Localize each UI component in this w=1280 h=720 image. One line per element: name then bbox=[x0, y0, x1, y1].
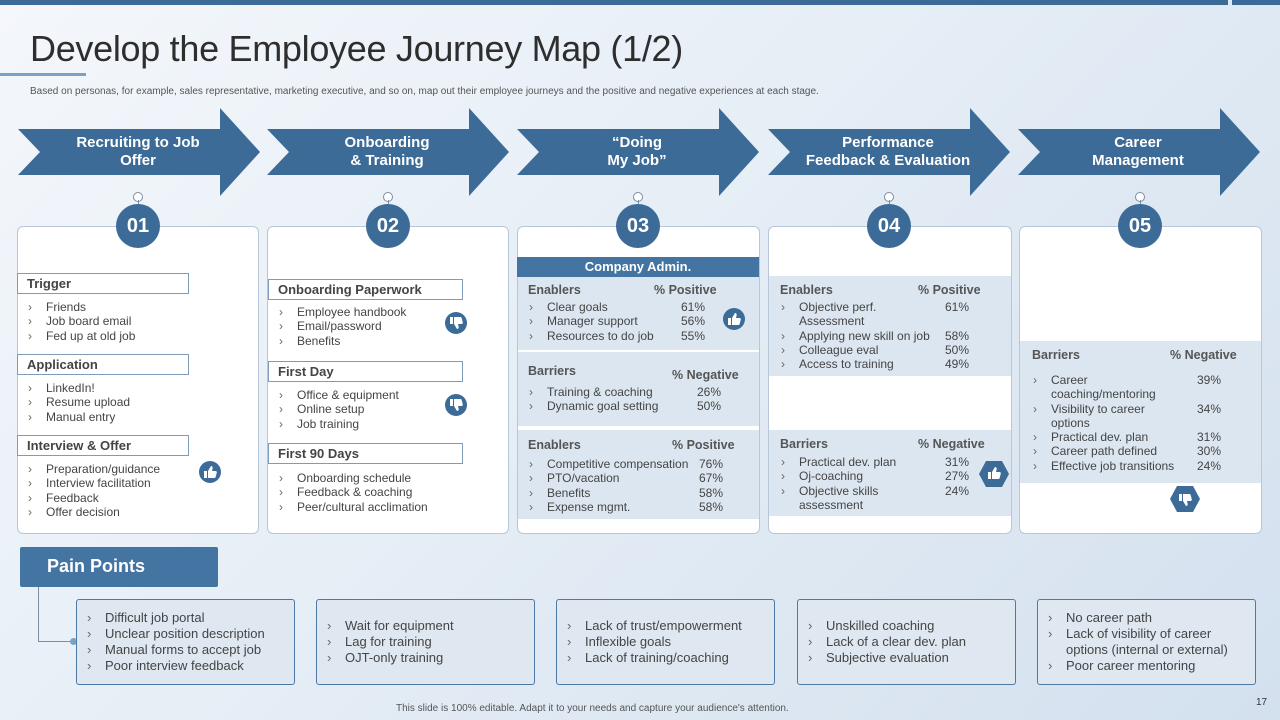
list-item: › Practical dev. plan bbox=[1033, 430, 1174, 444]
barriers-values bbox=[1197, 373, 1221, 473]
barriers-list bbox=[781, 455, 896, 512]
value: 50% bbox=[697, 399, 722, 414]
list-item: › Dynamic goal setting bbox=[529, 399, 658, 413]
value: 31% bbox=[1197, 430, 1222, 445]
list-item-cont bbox=[1033, 416, 1174, 430]
panel-title: Enablers bbox=[528, 283, 581, 297]
stage-label: “Doing My Job” bbox=[607, 134, 667, 169]
list-item-cont-text: coaching/mentoring bbox=[1051, 387, 1156, 402]
value: 39% bbox=[1197, 373, 1222, 387]
stage-label: Recruiting to Job Offer bbox=[76, 134, 200, 169]
thumbs-down-icon bbox=[1170, 486, 1200, 512]
enablers-values bbox=[945, 300, 969, 371]
list-item-cont-text: Assessment bbox=[799, 314, 865, 329]
pain-connector bbox=[38, 641, 74, 642]
stage-number-5: 05 bbox=[1118, 204, 1162, 248]
list-item: › Employee handbook bbox=[279, 305, 406, 319]
list-item: › Applying new skill on job bbox=[781, 329, 930, 343]
company-admin-header: Company Admin. bbox=[517, 257, 759, 277]
page-title: Develop the Employee Journey Map (1/2) bbox=[30, 28, 683, 69]
trigger-list bbox=[28, 300, 135, 343]
section-header-interview-offer: Interview & Offer bbox=[17, 435, 189, 456]
value: 76% bbox=[699, 457, 724, 471]
list-item: › No career path bbox=[1048, 610, 1228, 626]
list-item: › Expense mgmt. bbox=[529, 500, 688, 514]
list-item: › Office & equipment bbox=[279, 388, 399, 402]
list-item: › Subjective evaluation bbox=[808, 650, 966, 666]
enablers-list bbox=[781, 300, 930, 371]
section-header-first-day: First Day bbox=[268, 361, 463, 382]
enablers-values bbox=[681, 300, 705, 343]
list-item: › Benefits bbox=[279, 334, 406, 348]
list-item: › Resources to do job bbox=[529, 329, 654, 343]
value: 49% bbox=[945, 357, 970, 372]
list-item-cont-text: options (internal or external) bbox=[1066, 642, 1228, 657]
list-item: › Competitive compensation bbox=[529, 457, 688, 471]
list-item: › Interview facilitation bbox=[28, 476, 160, 490]
value: 58% bbox=[699, 499, 724, 514]
list-item: › Wait for equipment bbox=[327, 618, 454, 634]
value: 61% bbox=[681, 300, 706, 314]
thumbs-up-icon bbox=[723, 308, 745, 330]
enablers-list-2 bbox=[529, 457, 688, 514]
top-accent-bar bbox=[0, 0, 1228, 5]
panel-title: Barriers bbox=[780, 437, 828, 451]
list-item: › Career bbox=[1033, 373, 1174, 387]
list-item: › Resume upload bbox=[28, 395, 130, 409]
section-header-onboarding-paperwork: Onboarding Paperwork bbox=[268, 279, 463, 300]
thumbs-up-icon bbox=[979, 461, 1009, 487]
stage-number-2: 02 bbox=[366, 204, 410, 248]
stage-arrow-4 bbox=[768, 108, 1010, 196]
list-item: › Lack of trust/empowerment bbox=[567, 618, 742, 634]
panel-metric: % Negative bbox=[672, 368, 739, 382]
section-header-application: Application bbox=[17, 354, 189, 375]
stage-number-1: 01 bbox=[116, 204, 160, 248]
stage-arrow-2 bbox=[267, 108, 509, 196]
value: 24% bbox=[1197, 458, 1222, 473]
list-item: › Online setup bbox=[279, 402, 399, 416]
list-item: › Email/password bbox=[279, 319, 406, 333]
pain-list bbox=[87, 610, 265, 674]
thumbs-down-icon bbox=[445, 312, 467, 334]
spacer bbox=[1197, 387, 1221, 401]
top-accent-bar-end bbox=[1232, 0, 1280, 5]
list-item: › Manual forms to accept job bbox=[87, 642, 265, 658]
value: 56% bbox=[681, 314, 706, 329]
barriers-list bbox=[1033, 373, 1174, 473]
stage-number-3: 03 bbox=[616, 204, 660, 248]
barriers-values bbox=[945, 455, 969, 498]
panel-metric: % Positive bbox=[918, 283, 981, 297]
panel-metric: % Positive bbox=[654, 283, 717, 297]
list-item: › Oj-coaching bbox=[781, 469, 896, 483]
list-item: › PTO/vacation bbox=[529, 471, 688, 485]
list-item: › Poor interview feedback bbox=[87, 658, 265, 674]
enablers-values-2 bbox=[699, 457, 723, 514]
value: 34% bbox=[1197, 401, 1222, 416]
pain-box-2 bbox=[316, 599, 535, 685]
list-item: › Access to training bbox=[781, 357, 930, 371]
list-item: › Objective perf. bbox=[781, 300, 930, 314]
first-90-days-list bbox=[279, 471, 428, 514]
value: 27% bbox=[945, 469, 970, 484]
list-item: › Objective skills bbox=[781, 484, 896, 498]
list-item: › Peer/cultural acclimation bbox=[279, 500, 428, 514]
value: 58% bbox=[699, 485, 724, 500]
list-item: › Poor career mentoring bbox=[1048, 658, 1228, 674]
panel-metric: % Negative bbox=[1170, 348, 1237, 362]
list-item: › OJT-only training bbox=[327, 650, 454, 666]
list-item: › Colleague eval bbox=[781, 343, 930, 357]
value: 61% bbox=[945, 300, 970, 314]
interview-list bbox=[28, 462, 160, 519]
list-item: › Manager support bbox=[529, 314, 654, 328]
stage-arrow-5 bbox=[1018, 108, 1260, 196]
list-item: › Unclear position description bbox=[87, 626, 265, 642]
panel-metric: % Negative bbox=[918, 437, 985, 451]
enablers-list bbox=[529, 300, 654, 343]
stage-number-4: 04 bbox=[867, 204, 911, 248]
spacer bbox=[1197, 416, 1221, 430]
pain-box-1 bbox=[76, 599, 295, 685]
panel-title: Barriers bbox=[1032, 348, 1080, 362]
pain-box-3 bbox=[556, 599, 775, 685]
list-item: › Practical dev. plan bbox=[781, 455, 896, 469]
list-item: › LinkedIn! bbox=[28, 381, 130, 395]
list-item: › Visibility to career bbox=[1033, 402, 1174, 416]
stage-arrow-1 bbox=[18, 108, 260, 196]
list-item-cont bbox=[781, 498, 896, 512]
list-item-cont bbox=[1033, 387, 1174, 401]
footer-note: This slide is 100% editable. Adapt it to your needs and capture your audience's attention. bbox=[396, 703, 789, 714]
value: 67% bbox=[699, 471, 724, 486]
stage-label: Career Management bbox=[1092, 134, 1184, 169]
stage-label: Performance Feedback & Evaluation bbox=[805, 134, 971, 169]
list-item-cont bbox=[781, 314, 930, 328]
first-day-list bbox=[279, 388, 399, 431]
list-item: › Clear goals bbox=[529, 300, 654, 314]
panel-title: Enablers bbox=[528, 438, 581, 452]
pain-list bbox=[1048, 610, 1228, 674]
value: 50% bbox=[945, 342, 970, 357]
panel-metric: % Positive bbox=[672, 438, 735, 452]
value: 31% bbox=[945, 455, 970, 469]
list-item: › Onboarding schedule bbox=[279, 471, 428, 485]
list-item: › Feedback bbox=[28, 491, 160, 505]
list-item: › Career path defined bbox=[1033, 444, 1174, 458]
barriers-values bbox=[697, 385, 721, 414]
value: 26% bbox=[697, 385, 722, 399]
stage-arrow-3 bbox=[517, 108, 759, 196]
value: 55% bbox=[681, 328, 706, 343]
value: 30% bbox=[1197, 444, 1222, 459]
list-item-cont bbox=[1048, 642, 1228, 658]
list-item: › Offer decision bbox=[28, 505, 160, 519]
list-item: › Job board email bbox=[28, 314, 135, 328]
panel-title: Barriers bbox=[528, 364, 576, 378]
list-item-cont-text: options bbox=[1051, 415, 1090, 430]
value: 24% bbox=[945, 483, 970, 498]
pain-connector bbox=[38, 587, 39, 641]
page-number: 17 bbox=[1256, 697, 1268, 708]
list-item: › Feedback & coaching bbox=[279, 485, 428, 499]
page-subtitle: Based on personas, for example, sales representative, marketing executive, and so on, map out their employee journeys and the positive and negative experiences at each stage. bbox=[30, 86, 819, 97]
paperwork-list bbox=[279, 305, 406, 348]
list-item: › Training & coaching bbox=[529, 385, 658, 399]
value: 58% bbox=[945, 328, 970, 343]
list-item: › Lack of a clear dev. plan bbox=[808, 634, 966, 650]
stage-label: Onboarding & Training bbox=[344, 134, 430, 169]
list-item: › Lack of training/coaching bbox=[567, 650, 742, 666]
list-item: › Lack of visibility of career bbox=[1048, 626, 1228, 642]
pain-list bbox=[327, 618, 454, 666]
list-item: › Benefits bbox=[529, 486, 688, 500]
list-item-cont-text: assessment bbox=[799, 497, 864, 512]
title-underline bbox=[0, 73, 86, 76]
thumbs-down-icon bbox=[445, 394, 467, 416]
list-item: › Fed up at old job bbox=[28, 329, 135, 343]
pain-box-5 bbox=[1037, 599, 1256, 685]
list-item: › Lag for training bbox=[327, 634, 454, 650]
list-item: › Manual entry bbox=[28, 410, 130, 424]
section-header-first-90-days: First 90 Days bbox=[268, 443, 463, 464]
list-item: › Inflexible goals bbox=[567, 634, 742, 650]
list-item: › Difficult job portal bbox=[87, 610, 265, 626]
pain-list bbox=[567, 618, 742, 666]
barriers-list bbox=[529, 385, 658, 414]
list-item: › Job training bbox=[279, 417, 399, 431]
list-item: › Unskilled coaching bbox=[808, 618, 966, 634]
section-header-trigger: Trigger bbox=[17, 273, 189, 294]
panel-title: Enablers bbox=[780, 283, 833, 297]
spacer bbox=[945, 314, 969, 328]
thumbs-up-icon bbox=[199, 461, 221, 483]
list-item: › Preparation/guidance bbox=[28, 462, 160, 476]
pain-box-4 bbox=[797, 599, 1016, 685]
list-item: › Friends bbox=[28, 300, 135, 314]
list-item: › Effective job transitions bbox=[1033, 459, 1174, 473]
pain-list bbox=[808, 618, 966, 666]
pain-points-title: Pain Points bbox=[20, 547, 218, 587]
application-list bbox=[28, 381, 130, 424]
